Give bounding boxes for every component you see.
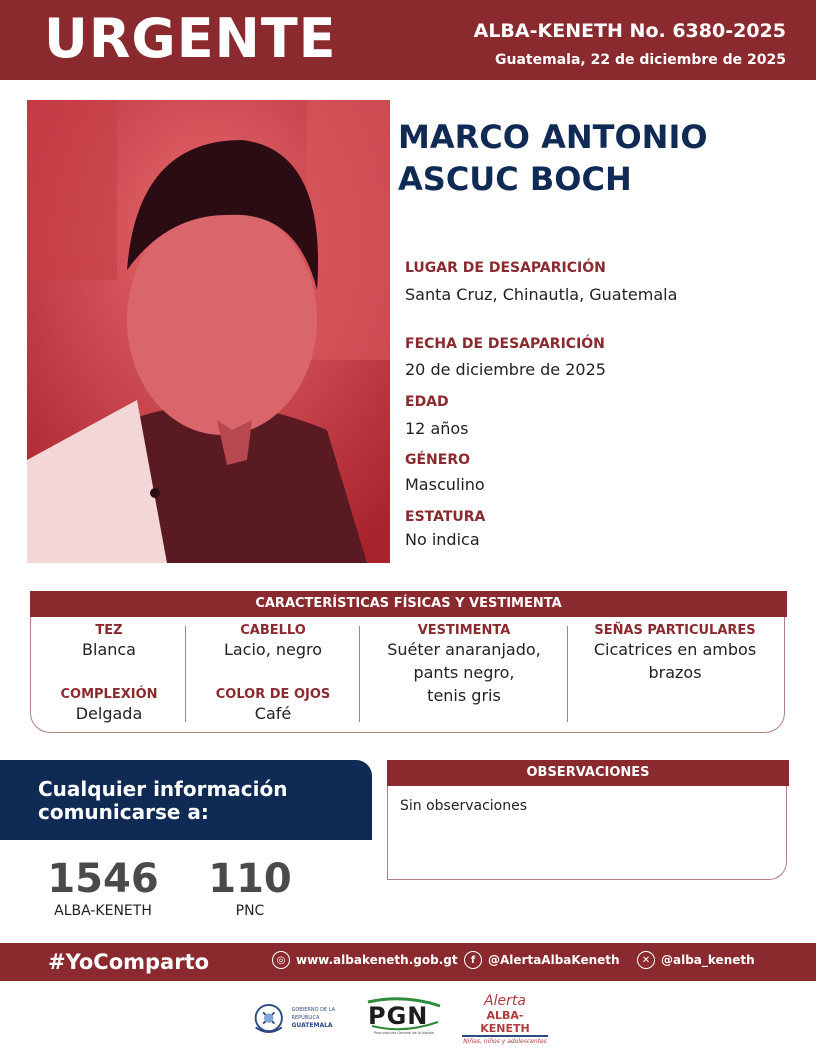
pgn-logo (364, 996, 444, 1040)
contact-text (38, 778, 358, 824)
urgent-title: URGENTE (44, 7, 337, 70)
government-line2: GUATEMALA (291, 1022, 333, 1029)
alba-keneth-text: ALBA-KENETH (462, 1009, 548, 1037)
facebook-text: @AlertaAlbaKeneth (488, 953, 620, 967)
estatura-value: No indica (405, 530, 480, 549)
complexion-label: COMPLEXIÓN (60, 687, 158, 702)
senas-column (570, 623, 780, 684)
ojos-label: COLOR DE OJOS (215, 687, 331, 702)
senas-line: brazos (648, 663, 702, 682)
missing-person-photo (27, 100, 390, 563)
globe-icon: ◎ (272, 951, 290, 969)
ojos-column (188, 687, 358, 725)
tez-value: Blanca (82, 640, 136, 659)
coat-of-arms-icon (250, 998, 288, 1038)
tez-column (34, 623, 184, 661)
fecha-value: 20 de diciembre de 2025 (405, 360, 606, 379)
website-text: www.albakeneth.gob.gt (296, 953, 458, 967)
observations-title: OBSERVACIONES (387, 760, 789, 786)
cabello-label: CABELLO (240, 623, 306, 638)
issue-date: Guatemala, 22 de diciembre de 2025 (495, 52, 786, 68)
characteristics-title: CARACTERÍSTICAS FÍSICAS Y VESTIMENTA (30, 591, 787, 617)
observations-text: Sin observaciones (400, 798, 528, 814)
person-name-line1: MARCO ANTONIO (398, 118, 708, 156)
column-divider (359, 626, 360, 722)
phone-number-pnc[interactable]: 110 (208, 856, 292, 902)
x-link[interactable] (637, 951, 755, 969)
alerta-tagline: Niñas, niños y adolescentes (463, 1038, 547, 1045)
senas-line: Cicatrices en ambos (593, 640, 757, 659)
genero-label: GÉNERO (405, 452, 471, 468)
fecha-label: FECHA DE DESAPARICIÓN (405, 336, 605, 352)
vestimenta-label: VESTIMENTA (417, 623, 511, 638)
vestimenta-line: Suéter anaranjado, (387, 640, 541, 659)
lugar-value: Santa Cruz, Chinautla, Guatemala (405, 285, 678, 304)
hashtag: #YoComparto (48, 950, 210, 974)
government-line1: GOBIERNO DE LA REPÚBLICA (291, 1007, 336, 1021)
cabello-value: Lacio, negro (223, 640, 323, 659)
pgn-subtext: Procuraduría General de la Nación (373, 1031, 435, 1035)
cabello-column (188, 623, 358, 661)
genero-value: Masculino (405, 475, 485, 494)
contact-line1: Cualquier información (38, 777, 288, 801)
estatura-label: ESTATURA (405, 509, 486, 525)
phone-number-alba-keneth[interactable]: 1546 (47, 856, 159, 902)
column-divider (185, 626, 186, 722)
edad-label: EDAD (405, 394, 449, 410)
person-name (398, 116, 798, 200)
ojos-value: Café (254, 704, 292, 723)
contact-line2: comunicarse a: (38, 800, 209, 824)
lugar-label: LUGAR DE DESAPARICIÓN (405, 260, 606, 276)
website-link[interactable] (272, 951, 458, 969)
alerta-alba-keneth-logo (462, 993, 548, 1045)
person-name-line2: ASCUC BOCH (398, 160, 632, 198)
complexion-value: Delgada (75, 704, 143, 723)
vestimenta-line: tenis gris (427, 686, 501, 705)
edad-value: 12 años (405, 419, 469, 438)
vestimenta-column (362, 623, 566, 707)
x-text: @alba_keneth (661, 953, 755, 967)
phone-label-alba-keneth: ALBA-KENETH (54, 903, 152, 919)
facebook-icon: f (464, 951, 482, 969)
case-number: ALBA-KENETH No. 6380-2025 (473, 20, 786, 42)
vestimenta-line: pants negro, (413, 663, 515, 682)
guatemala-government-logo (250, 996, 360, 1040)
complexion-column (34, 687, 184, 725)
pgn-text: PGN (368, 1002, 429, 1030)
x-icon: ✕ (637, 951, 655, 969)
senas-label: SEÑAS PARTICULARES (594, 623, 756, 638)
alerta-text: Alerta (484, 993, 526, 1009)
facebook-link[interactable] (464, 951, 620, 969)
column-divider (567, 626, 568, 722)
phone-label-pnc: PNC (235, 903, 265, 919)
tez-label: TEZ (95, 623, 123, 638)
